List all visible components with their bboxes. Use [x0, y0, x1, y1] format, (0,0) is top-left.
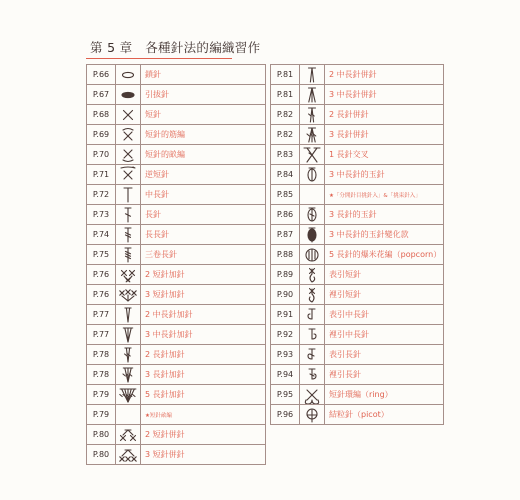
page-number: P.96: [271, 405, 300, 425]
left-table-row: [87, 185, 266, 205]
left-table-row: [87, 305, 266, 325]
page-number: P.80: [87, 445, 116, 465]
page-number: P.79: [87, 405, 116, 425]
right-table-row: [271, 325, 444, 345]
picot-icon: [300, 405, 325, 425]
two-double-crochet-decrease-icon: [300, 105, 325, 125]
front-post-half-double-icon: [300, 305, 325, 325]
stitch-name: 3 長針併針: [325, 125, 444, 145]
page-number: P.88: [271, 245, 300, 265]
left-table-row: [87, 205, 266, 225]
left-table-row: [87, 125, 266, 145]
stitch-name: 2 短針併針: [141, 425, 266, 445]
right-table-row: [271, 245, 444, 265]
right-table-row: [271, 185, 444, 205]
stitch-name: 裡引短針: [325, 285, 444, 305]
stitch-name: 逆短針: [141, 165, 266, 185]
slip-stitch-dot-icon: [116, 85, 141, 105]
right-table-row: [271, 345, 444, 365]
page-number: P.76: [87, 285, 116, 305]
triple-treble-crochet-icon: [116, 245, 141, 265]
page-number: P.80: [87, 425, 116, 445]
stitch-name: 3 中長針的玉針: [325, 165, 444, 185]
left-table-row: [87, 385, 266, 405]
stitch-name: 3 中長針加針: [141, 325, 266, 345]
empty-icon-cell: [300, 185, 325, 205]
right-table-row: [271, 145, 444, 165]
empty-icon-cell: [116, 405, 141, 425]
stitch-name: 鎖針: [141, 65, 266, 85]
stitch-name: 引拔針: [141, 85, 266, 105]
right-table-row: [271, 85, 444, 105]
crossed-double-crochet-icon: [300, 145, 325, 165]
two-single-crochet-increase-icon: [116, 265, 141, 285]
stitch-name: 長長針: [141, 225, 266, 245]
page-number: P.78: [87, 345, 116, 365]
stitch-name: 3 長針加針: [141, 365, 266, 385]
page-number: P.81: [271, 65, 300, 85]
left-table-row: [87, 365, 266, 385]
back-post-half-double-icon: [300, 325, 325, 345]
stitch-index-table-left: [86, 64, 266, 465]
two-double-crochet-increase-icon: [116, 345, 141, 365]
two-single-crochet-decrease-icon: [116, 425, 141, 445]
right-table-row: [271, 205, 444, 225]
three-double-crochet-increase-icon: [116, 365, 141, 385]
stitch-name: 裡引長針: [325, 365, 444, 385]
right-table-row: [271, 65, 444, 85]
five-double-crochet-increase-icon: [116, 385, 141, 405]
page-number: P.74: [87, 225, 116, 245]
page-number: P.77: [87, 325, 116, 345]
right-table-row: [271, 225, 444, 245]
right-table-row: [271, 365, 444, 385]
stitch-name: 3 中長針併針: [325, 85, 444, 105]
page-number: P.82: [271, 125, 300, 145]
stitch-name: 2 長針加針: [141, 345, 266, 365]
chapter-title: 第 5 章 各種針法的編織習作: [90, 40, 261, 55]
stitch-name: 5 長針的爆米花編（popcorn）: [325, 245, 444, 265]
two-half-double-increase-icon: [116, 305, 141, 325]
note-text: ★「分開針目挑針入」&「挑束針入」: [325, 185, 444, 205]
right-table-row: [271, 305, 444, 325]
stitch-name: 短針: [141, 105, 266, 125]
chain-stitch-oval-icon: [116, 65, 141, 85]
left-table-row: [87, 225, 266, 245]
stitch-name: 表引長針: [325, 345, 444, 365]
right-table-row: [271, 405, 444, 425]
page-number: P.93: [271, 345, 300, 365]
right-table-row: [271, 385, 444, 405]
left-table-row: [87, 65, 266, 85]
right-table-row: [271, 165, 444, 185]
back-post-single-crochet-icon: [300, 285, 325, 305]
back-loop-single-crochet-icon: [116, 125, 141, 145]
three-double-crochet-decrease-icon: [300, 125, 325, 145]
stitch-name: 2 中長針加針: [141, 305, 266, 325]
left-table-row: [87, 245, 266, 265]
page-number: P.94: [271, 365, 300, 385]
left-table-row: [87, 425, 266, 445]
two-half-double-decrease-icon: [300, 65, 325, 85]
left-table-row: [87, 105, 266, 125]
back-post-double-crochet-icon: [300, 365, 325, 385]
stitch-name: 3 中長針的玉針變化款: [325, 225, 444, 245]
stitch-name: 結粒針（picot）: [325, 405, 444, 425]
three-single-crochet-increase-icon: [116, 285, 141, 305]
stitch-name: 2 中長針併針: [325, 65, 444, 85]
page-number: P.82: [271, 105, 300, 125]
treble-crochet-icon: [116, 225, 141, 245]
page-number: P.87: [271, 225, 300, 245]
page-number: P.69: [87, 125, 116, 145]
page-number: P.67: [87, 85, 116, 105]
page-number: P.85: [271, 185, 300, 205]
note-text: ★短針畝編: [141, 405, 266, 425]
popcorn-stitch-icon: [300, 245, 325, 265]
page-number: P.72: [87, 185, 116, 205]
page-number: P.75: [87, 245, 116, 265]
page-number: P.71: [87, 165, 116, 185]
page-number: P.76: [87, 265, 116, 285]
left-table-row: [87, 405, 266, 425]
left-table-row: [87, 85, 266, 105]
left-table-row: [87, 325, 266, 345]
left-table-row: [87, 145, 266, 165]
page-number: P.66: [87, 65, 116, 85]
stitch-name: 2 長針併針: [325, 105, 444, 125]
left-table-row: [87, 165, 266, 185]
page-number: P.91: [271, 305, 300, 325]
modified-half-double-bobble-icon: [300, 225, 325, 245]
page-number: P.81: [271, 85, 300, 105]
three-double-crochet-bobble-icon: [300, 205, 325, 225]
stitch-name: 短針環編（ring）: [325, 385, 444, 405]
stitch-name: 3 短針併針: [141, 445, 266, 465]
left-table-row: [87, 285, 266, 305]
reverse-single-crochet-icon: [116, 165, 141, 185]
page-number: P.84: [271, 165, 300, 185]
stitch-name: 1 長針交叉: [325, 145, 444, 165]
stitch-name: 2 短針加針: [141, 265, 266, 285]
page-number: P.86: [271, 205, 300, 225]
front-post-single-crochet-icon: [300, 265, 325, 285]
stitch-name: 3 短針加針: [141, 285, 266, 305]
front-post-double-crochet-icon: [300, 345, 325, 365]
single-crochet-x-icon: [116, 105, 141, 125]
loop-stitch-ring-icon: [300, 385, 325, 405]
page-number: P.90: [271, 285, 300, 305]
left-table-row: [87, 265, 266, 285]
three-single-crochet-decrease-icon: [116, 445, 141, 465]
page-number: P.83: [271, 145, 300, 165]
stitch-name: 短針的筋編: [141, 125, 266, 145]
stitch-name: 5 長針加針: [141, 385, 266, 405]
stitch-name: 3 長針的玉針: [325, 205, 444, 225]
right-table-row: [271, 285, 444, 305]
right-table-row: [271, 105, 444, 125]
page-number: P.92: [271, 325, 300, 345]
right-table-row: [271, 265, 444, 285]
stitch-name: 長針: [141, 205, 266, 225]
stitch-name: 中長針: [141, 185, 266, 205]
double-crochet-icon: [116, 205, 141, 225]
stitch-name: 表引短針: [325, 265, 444, 285]
left-table-row: [87, 345, 266, 365]
page-number: P.73: [87, 205, 116, 225]
three-half-double-increase-icon: [116, 325, 141, 345]
right-table-row: [271, 125, 444, 145]
front-loop-single-crochet-icon: [116, 145, 141, 165]
stitch-index-table-right: [270, 64, 444, 425]
page-number: P.78: [87, 365, 116, 385]
half-double-crochet-t-icon: [116, 185, 141, 205]
page-number: P.77: [87, 305, 116, 325]
stitch-name: 裡引中長針: [325, 325, 444, 345]
page-number: P.70: [87, 145, 116, 165]
title-underline: [86, 58, 232, 59]
three-half-double-bobble-icon: [300, 165, 325, 185]
stitch-name: 三卷長針: [141, 245, 266, 265]
page-number: P.89: [271, 265, 300, 285]
left-table-row: [87, 445, 266, 465]
page-number: P.79: [87, 385, 116, 405]
three-half-double-decrease-icon: [300, 85, 325, 105]
stitch-name: 短針的畝編: [141, 145, 266, 165]
page-number: P.68: [87, 105, 116, 125]
stitch-name: 表引中長針: [325, 305, 444, 325]
page-number: P.95: [271, 385, 300, 405]
